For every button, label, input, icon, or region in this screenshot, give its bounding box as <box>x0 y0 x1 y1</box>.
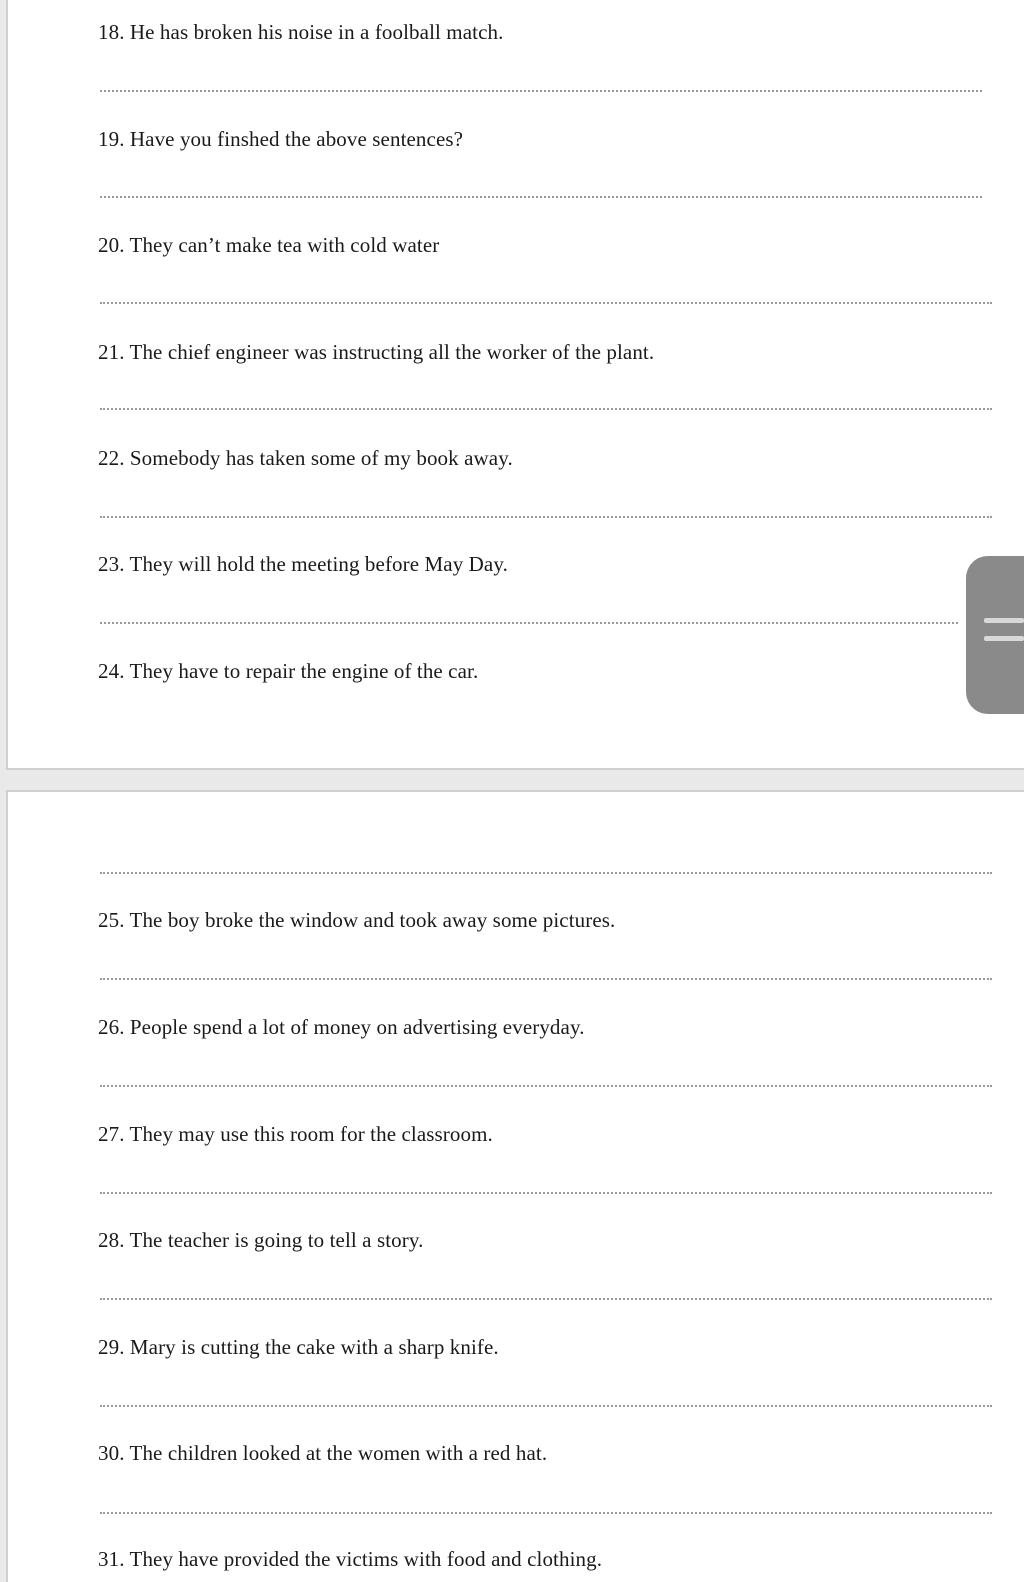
answer-line-28[interactable] <box>100 1298 992 1300</box>
question-18: 18. He has broken his noise in a foolball match. <box>98 20 504 44</box>
question-31: 31. They have provided the victims with food and clothing. <box>98 1547 603 1571</box>
worksheet-page-1 <box>6 0 1024 770</box>
answer-line-21[interactable] <box>100 408 992 410</box>
question-21: 21. The chief engineer was instructing all the worker of the plant. <box>98 340 655 364</box>
answer-line-30[interactable] <box>100 1512 992 1514</box>
worksheet-page-2 <box>6 790 1024 1582</box>
question-27: 27. They may use this room for the classroom. <box>98 1122 493 1146</box>
side-tab-handle[interactable] <box>966 556 1024 714</box>
answer-line-24[interactable] <box>100 872 992 874</box>
question-26: 26. People spend a lot of money on advertising everyday. <box>98 1015 585 1039</box>
answer-line-27[interactable] <box>100 1192 992 1194</box>
answer-line-23[interactable] <box>100 622 958 624</box>
question-22: 22. Somebody has taken some of my book away. <box>98 446 513 470</box>
question-19: 19. Have you finshed the above sentences? <box>98 127 464 151</box>
question-30: 30. The children looked at the women with a red hat. <box>98 1441 548 1465</box>
question-23: 23. They will hold the meeting before May Day. <box>98 552 508 576</box>
answer-line-19[interactable] <box>100 196 982 198</box>
question-20: 20. They can’t make tea with cold water <box>98 233 440 257</box>
question-24: 24. They have to repair the engine of the car. <box>98 659 479 683</box>
question-29: 29. Mary is cutting the cake with a sharp knife. <box>98 1335 499 1359</box>
question-28: 28. The teacher is going to tell a story. <box>98 1228 424 1252</box>
answer-line-22[interactable] <box>100 516 992 518</box>
answer-line-25[interactable] <box>100 978 992 980</box>
answer-line-29[interactable] <box>100 1405 992 1407</box>
answer-line-26[interactable] <box>100 1085 992 1087</box>
answer-line-18[interactable] <box>100 90 982 92</box>
question-25: 25. The boy broke the window and took away some pictures. <box>98 908 616 932</box>
answer-line-20[interactable] <box>100 302 992 304</box>
